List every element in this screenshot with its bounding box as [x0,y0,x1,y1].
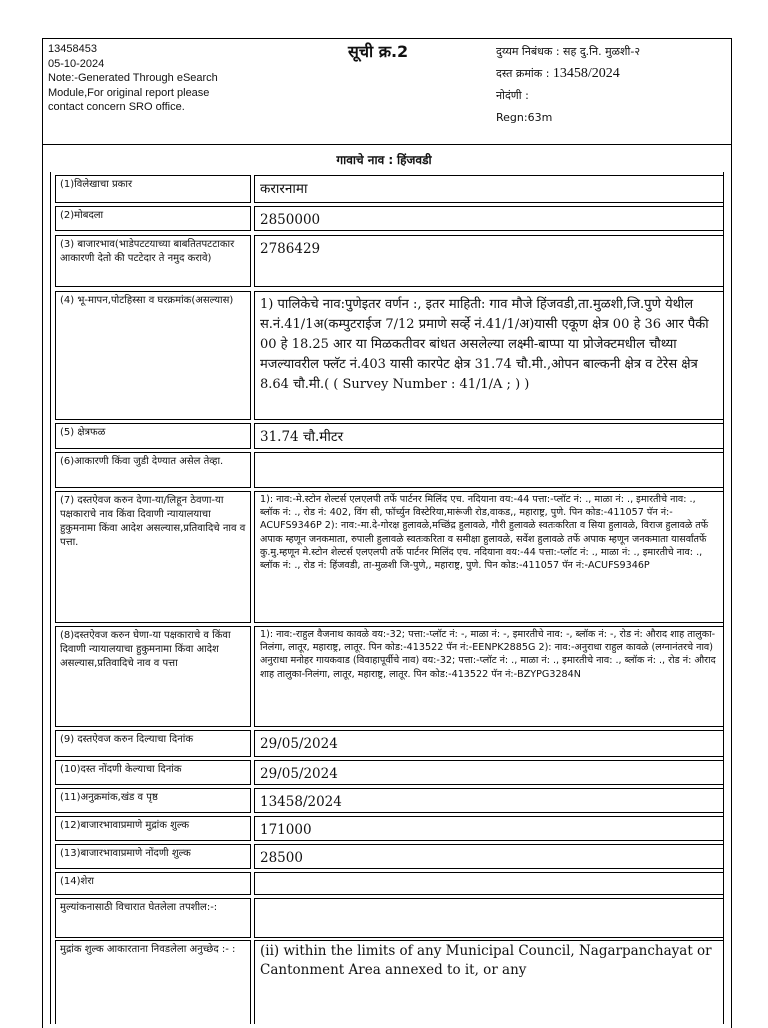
row-label: मुद्रांक शुल्क आकारताना निवडलेला अनुच्छेद :- : [55,940,251,1024]
row-label: (12)बाजारभावाप्रमाणे मुद्रांक शुल्क [55,816,251,841]
row-label: (6)आकारणी किंवा जुडी देण्यात असेल तेव्हा. [55,452,251,488]
row-value: 2786429 [254,235,724,287]
row-value: 1): नाव:-मे.स्टोन शेल्टर्स एलएलपी तर्फे पार्टनर मिलिंद एच. नदियाना वय:-44 पत्ता:-प्लॉट नं: ., माळा नं: ., इमारतीचे नाव: ., ब्लॉक नं: ., रोड नं: 402, विंग सी, फॉर्च्युन विस्टेरिया,मारूंजी रोड,वाकड,, महाराष्ट्र, पुणे. पिन कोड:-411057 पॅन नं:-ACUFS9346P 2): नाव:-मा.दे-गोरक्ष हुलावळे,मच्छिंद्र हुलावळे, गौरी हुलावळे स्वतःकरिता व सिया हुलावळे, विराज हुलावळे तर्फे अपाक म्हणून जनकमाता, रुपाली हुलावळे स्वतःकरिता व समीक्षा हुलावळे, सर्वेश हुलावळे तर्फे अपाक म्हणून जनकमाता यासर्वांतर्फे कु.मु.म्हणून मे.स्टोन शेल्टर्स एलएलपी तर्फे पार्टनर मिलिंद एच. नदियाना वय:-44 पत्ता:-प्लॉट नं: ., माळा नं: ., इमारतीचे नाव: ., ब्लॉक नं: ., रोड नं: हिंजवडी, ता-मुळशी जि-पुणे,, महाराष्ट्र, पुणे. पिन कोड:-411057 पॅन नं:-ACUFS9346P [254,491,724,623]
row-value: 28500 [254,844,724,869]
dast-number [496,66,640,88]
row-value: 171000 [254,816,724,841]
dast-label: दस्त क्रमांक : [496,67,550,80]
generated-date: 05-10-2024 [48,57,105,70]
row-value: 29/05/2024 [254,760,724,785]
registrar-office: दुय्यम निबंधक : सह दु.नि. मुळशी-२ [496,45,641,58]
row-label: (1)विलेखाचा प्रकार [55,175,251,203]
row-label: (14)शेरा [55,872,251,895]
row-value [254,872,724,895]
row-value: 1): नाव:-राहुल वैजनाथ कावळे वय:-32; पत्ता:-प्लॉट नं: -, माळा नं: -, इमारतीचे नाव: -, ब्लॉक नं: -, रोड नं: औराद शाह तालुका-निलंगा, लातूर, महाराष्ट्र, लातूर. पिन कोड:-413522 पॅन नं:-EENPK2885G 2): नाव:-अनुराधा राहुल कावळे (लग्नानंतरचे नाव) अनुराधा मनोहर गायकवाड (विवाहापूर्वीचे नाव) वय:-32; पत्ता:-प्लॉट नं: ., माळा नं: ., इमारतीचे नाव: ., ब्लॉक नं: ., रोड नं: औराद शाह तालुका-निलंगा, लातूर, महाराष्ट्र, लातूर. पिन कोड:-413522 पॅन नं:-BZYPG3284N [254,626,724,727]
regn-label: Regn:63m [496,111,553,124]
header-left [48,42,218,115]
row-label: (7) दस्तऐवज करुन देणा-या/लिहून ठेवणा-या पक्षकाराचे नाव किंवा दिवाणी न्यायालयाचा हुकुमनामा किंवा आदेश असल्यास,प्रतिवादिचे नाव व पत्ता. [55,491,251,623]
row-label: (13)बाजारभावाप्रमाणे नोंदणी शुल्क [55,844,251,869]
row-value: 29/05/2024 [254,730,724,757]
header-right [496,44,640,132]
row-value: 2850000 [254,206,724,231]
row-value: करारनामा [254,175,724,203]
row-label: (2)मोबदला [55,206,251,231]
row-value: 31.74 चौ.मीटर [254,423,724,449]
row-label: (9) दस्तऐवज करुन दिल्याचा दिनांक [55,730,251,757]
row-label: (11)अनुक्रमांक,खंड व पृष्ठ [55,788,251,813]
row-value: 1) पालिकेचे नाव:पुणेइतर वर्णन :, इतर माहिती: गाव मौजे हिंजवडी,ता.मुळशी,जि.पुणे येथील स.नं.41/1अ(कम्पुटराईज 7/12 प्रमाणे सर्व्हे नं.41/1/अ)यासी एकूण क्षेत्र 00 हे 36 आर पैकी 00 हे 18.25 आर या मिळकतीवर बांधत असलेल्या लक्ष्मी-बाप्पा या प्रोजेक्टमधील चौथ्या मजल्यावरील फ्लॅट नं.403 यासी कारपेट क्षेत्र 31.74 चौ.मी.,ओपन बाल्कनी क्षेत्र व टेरेस क्षेत्र 8.64 चौ.मी.( ( Survey Number : 41/1/A ; ) ) [254,291,724,420]
header-divider [42,144,732,145]
village-label: गावाचे नाव : [336,153,394,167]
row-label: (8)दस्तऐवज करुन घेणा-या पक्षकाराचे व किंवा दिवाणी न्यायालयाचा हुकुमनामा किंवा आदेश असल्यास,प्रतिवादिचे नाव व पत्ता [55,626,251,727]
row-label: (3) बाजारभाव(भाडेपटटयाच्या बाबतितपटटाकार आकारणी देतो की पटटेदार ते नमुद करावे) [55,235,251,287]
note-line-3: contact concern SRO office. [48,101,185,113]
note-line-2: Module,For original report please [48,86,210,99]
row-label: मुल्यांकनासाठी विचारात घेतलेला तपशील:-: [55,898,251,938]
document-number: 13458453 [48,43,97,55]
village-value: हिंजवडी [397,153,432,167]
dast-value: 13458/2024 [552,66,620,81]
row-value: 13458/2024 [254,788,724,813]
page-title: सूची क्र.2 [348,42,409,61]
note-line-1: Note:-Generated Through eSearch [48,72,218,84]
village-name [0,151,768,168]
row-label: (4) भू-मापन,पोटहिस्सा व घरक्रमांक(असल्यास) [55,291,251,420]
nondani-label: नोदंणी : [496,89,529,102]
row-value: (ii) within the limits of any Municipal Council, Nagarpanchayat or Cantonment Area annexed to it, or any [254,940,724,1024]
row-value [254,452,724,488]
row-value [254,898,724,938]
row-label: (5) क्षेत्रफळ [55,423,251,449]
row-label: (10)दस्त नोंदणी केल्याचा दिनांक [55,760,251,785]
